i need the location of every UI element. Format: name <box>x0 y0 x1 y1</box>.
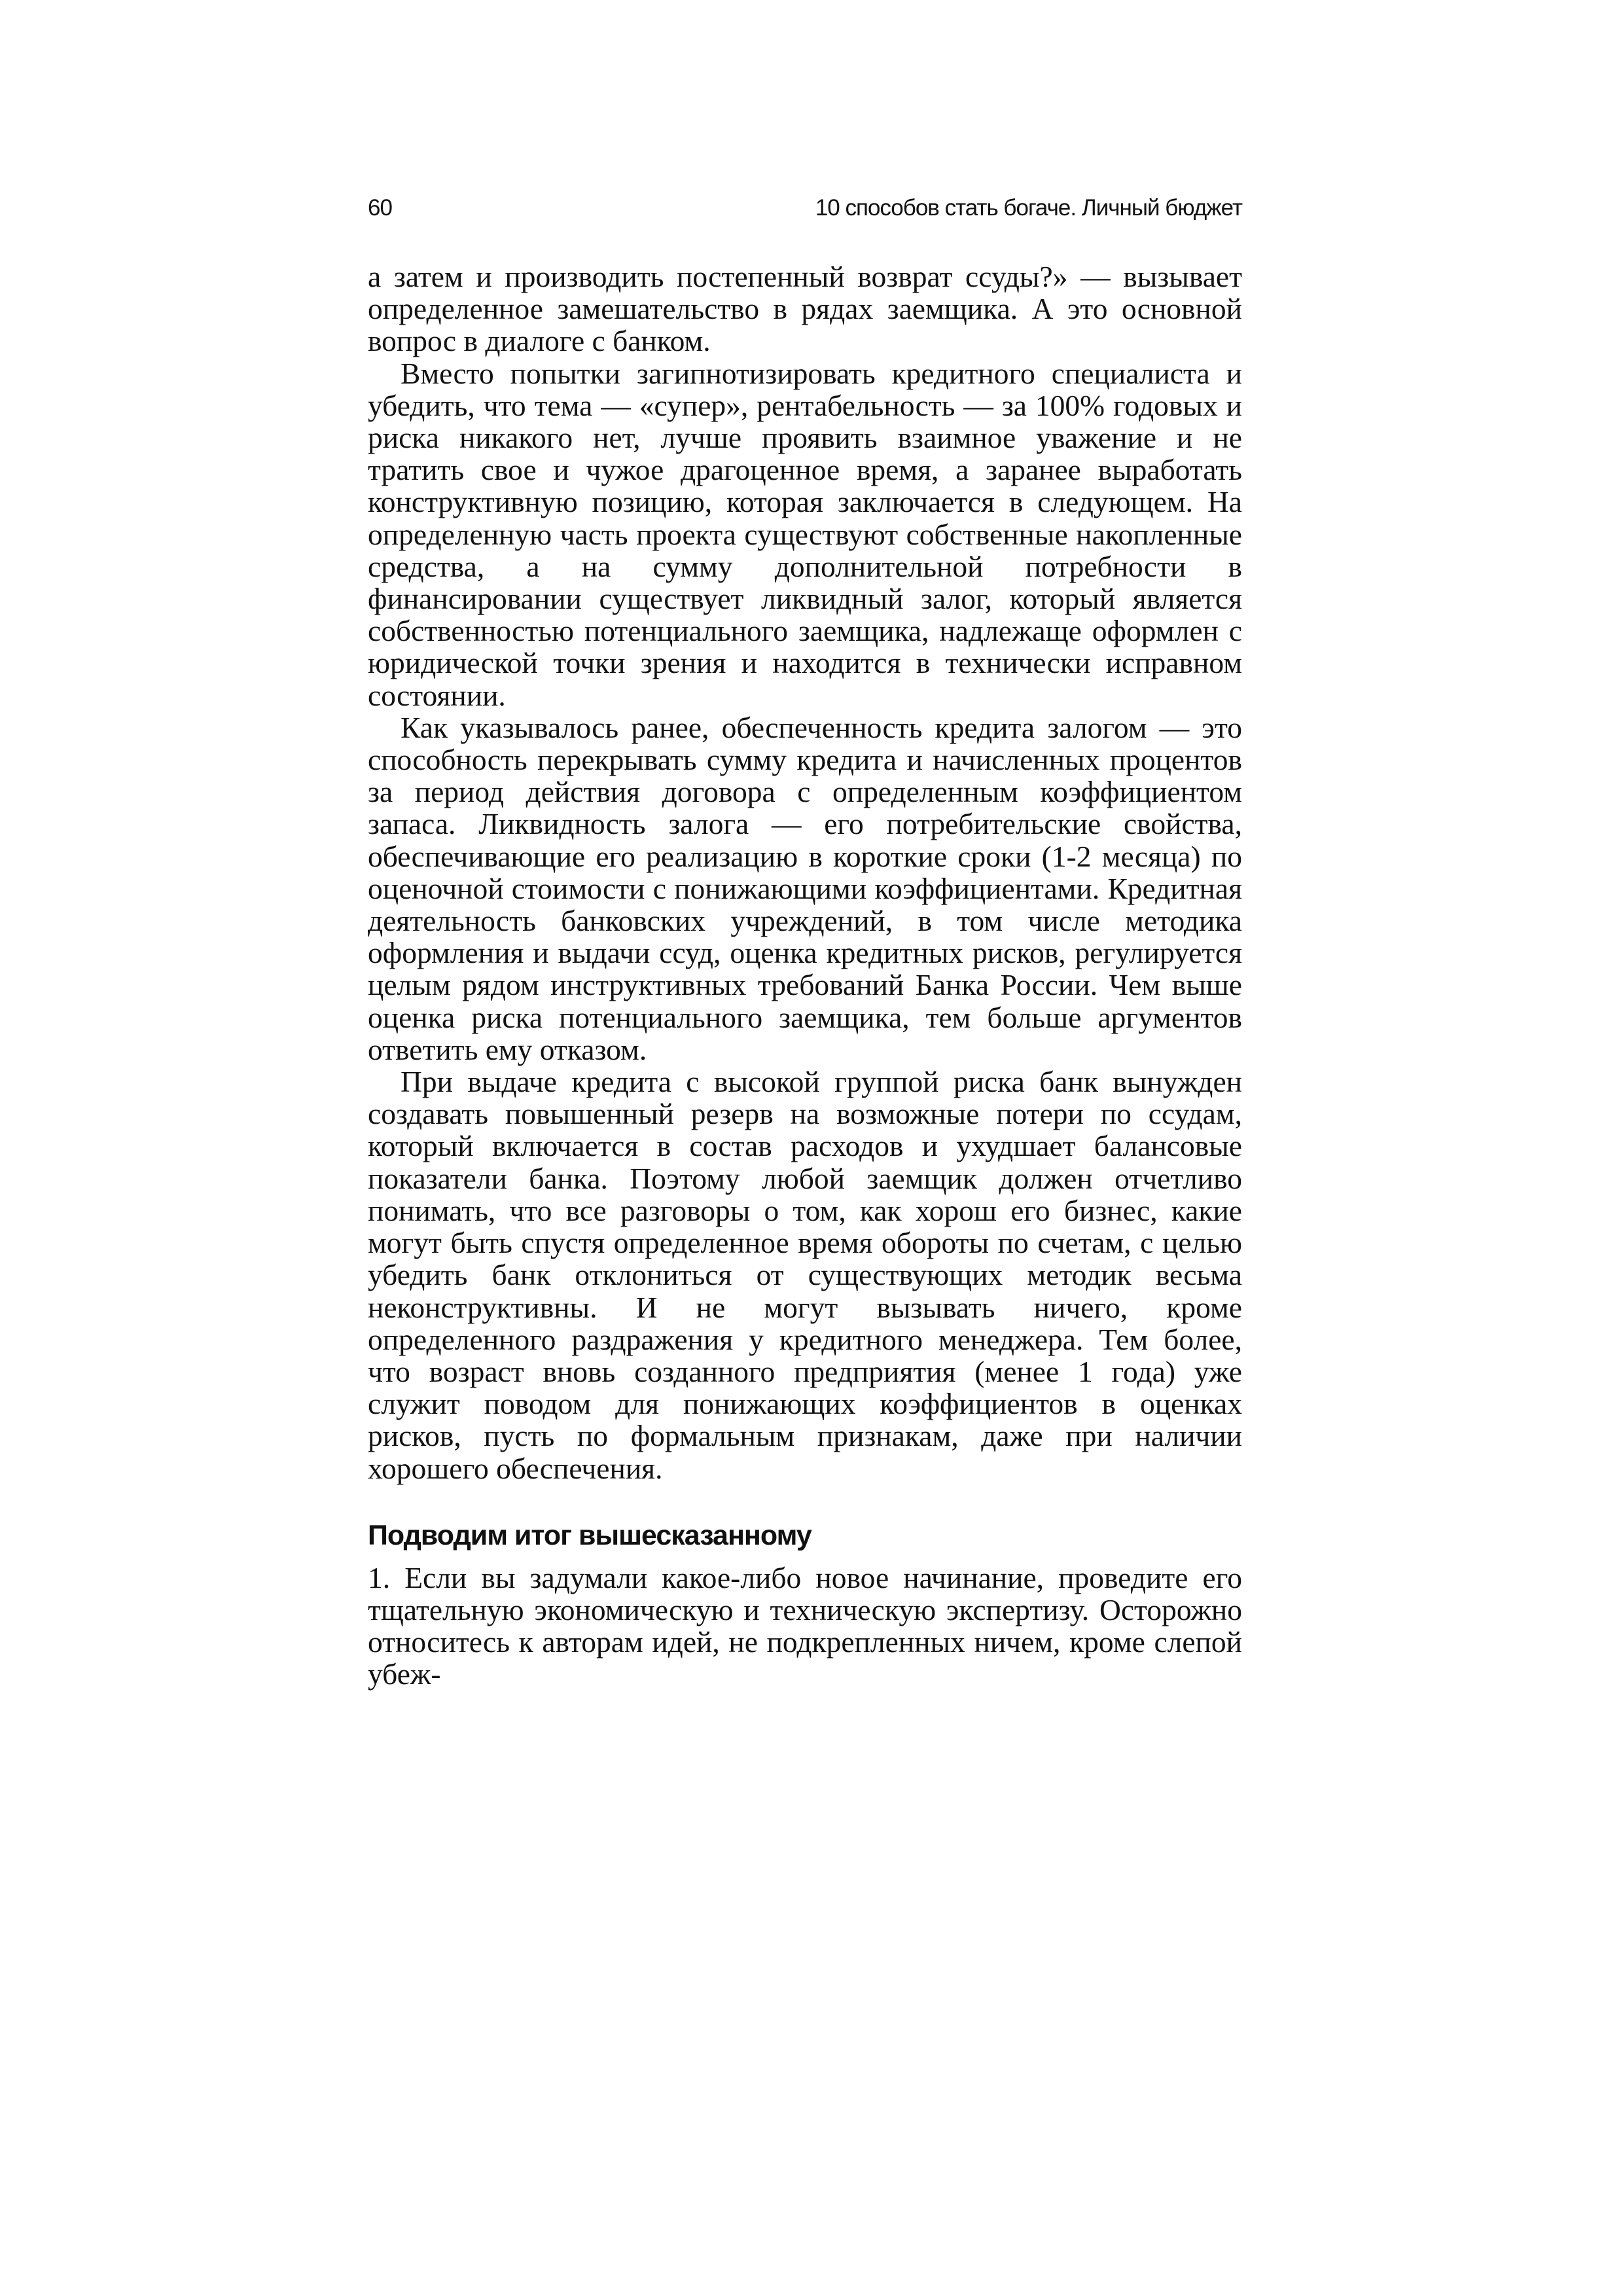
paragraph: а затем и производить постепенный возврат ссуды?» — вызывает определенное замешательство в рядах заемщика. А это основной вопрос в диалоге с банком. <box>368 260 1242 358</box>
page-number: 60 <box>368 195 392 221</box>
body-text <box>368 260 1242 1484</box>
list-item: 1. Если вы задумали какое-либо новое начинание, проведите его тщательную экономическую и техническую экспертизу. Осторожно относитесь к авторам идей, не подкрепленных ничем, кроме слепой убеж- <box>368 1560 1242 1691</box>
paragraph: При выдаче кредита с высокой группой риска банк вынужден создавать повышенный резерв на возможные потери по ссудам, который включается в состав расходов и ухудшает балансовые показатели банка. Поэтому любой заемщик должен отчетливо понимать, что все разговоры о том, как хорош его бизнес, какие могут быть спустя определенное время обороты по счетам, с целью убедить банк отклониться от существующих методик весьма неконструктивны. И не могут вызывать ничего, кроме определенного раздражения у кредитного менеджера. Тем более, что возраст вновь созданного предприятия (менее 1 года) уже служит поводом для понижающих коэффициентов в оценках рисков, пусть по формальным признакам, даже при наличии хорошего обеспечения. <box>368 1065 1242 1485</box>
summary-list <box>368 1562 1242 1691</box>
book-title: 10 способов стать богаче. Личный бюджет <box>815 195 1242 221</box>
paragraph: Вместо попытки загипнотизировать кредитного специалиста и убедить, что тема — «супер», рентабельность — за 100% годовых и риска никакого нет, лучше проявить взаимное уважение и не тратить свое и чужое драгоценное время, а заранее выработать конструктивную позицию, которая заключается в следующем. На определенную часть проекта существуют собственные накопленные средства, а на сумму дополнительной потребности в финансировании существует ликвидный залог, который является собственностью потенциального заемщика, надлежаще оформлен с юридической точки зрения и находится в технически исправном состоянии. <box>368 356 1242 712</box>
book-page <box>368 190 1242 1691</box>
running-header <box>368 190 1242 226</box>
section-heading: Подводим итог вышесказанному <box>368 1519 812 1551</box>
paragraph: Как указывалось ранее, обеспеченность кредита залогом — это способность перекрывать сумму кредита и начисленных процентов за период действия договора с определенным коэффициентом запаса. Ликвидность залога — его потребительские свойства, обеспечивающие его реализацию в короткие сроки (1-2 месяца) по оценочной стоимости с понижающими коэффициентами. Кредитная деятельность банковских учреждений, в том числе методика оформления и выдачи ссуд, оценка кредитных рисков, регулируется целым рядом инструктивных требований Банка России. Чем выше оценка риска потенциального заемщика, тем больше аргументов ответить ему отказом. <box>368 710 1242 1066</box>
